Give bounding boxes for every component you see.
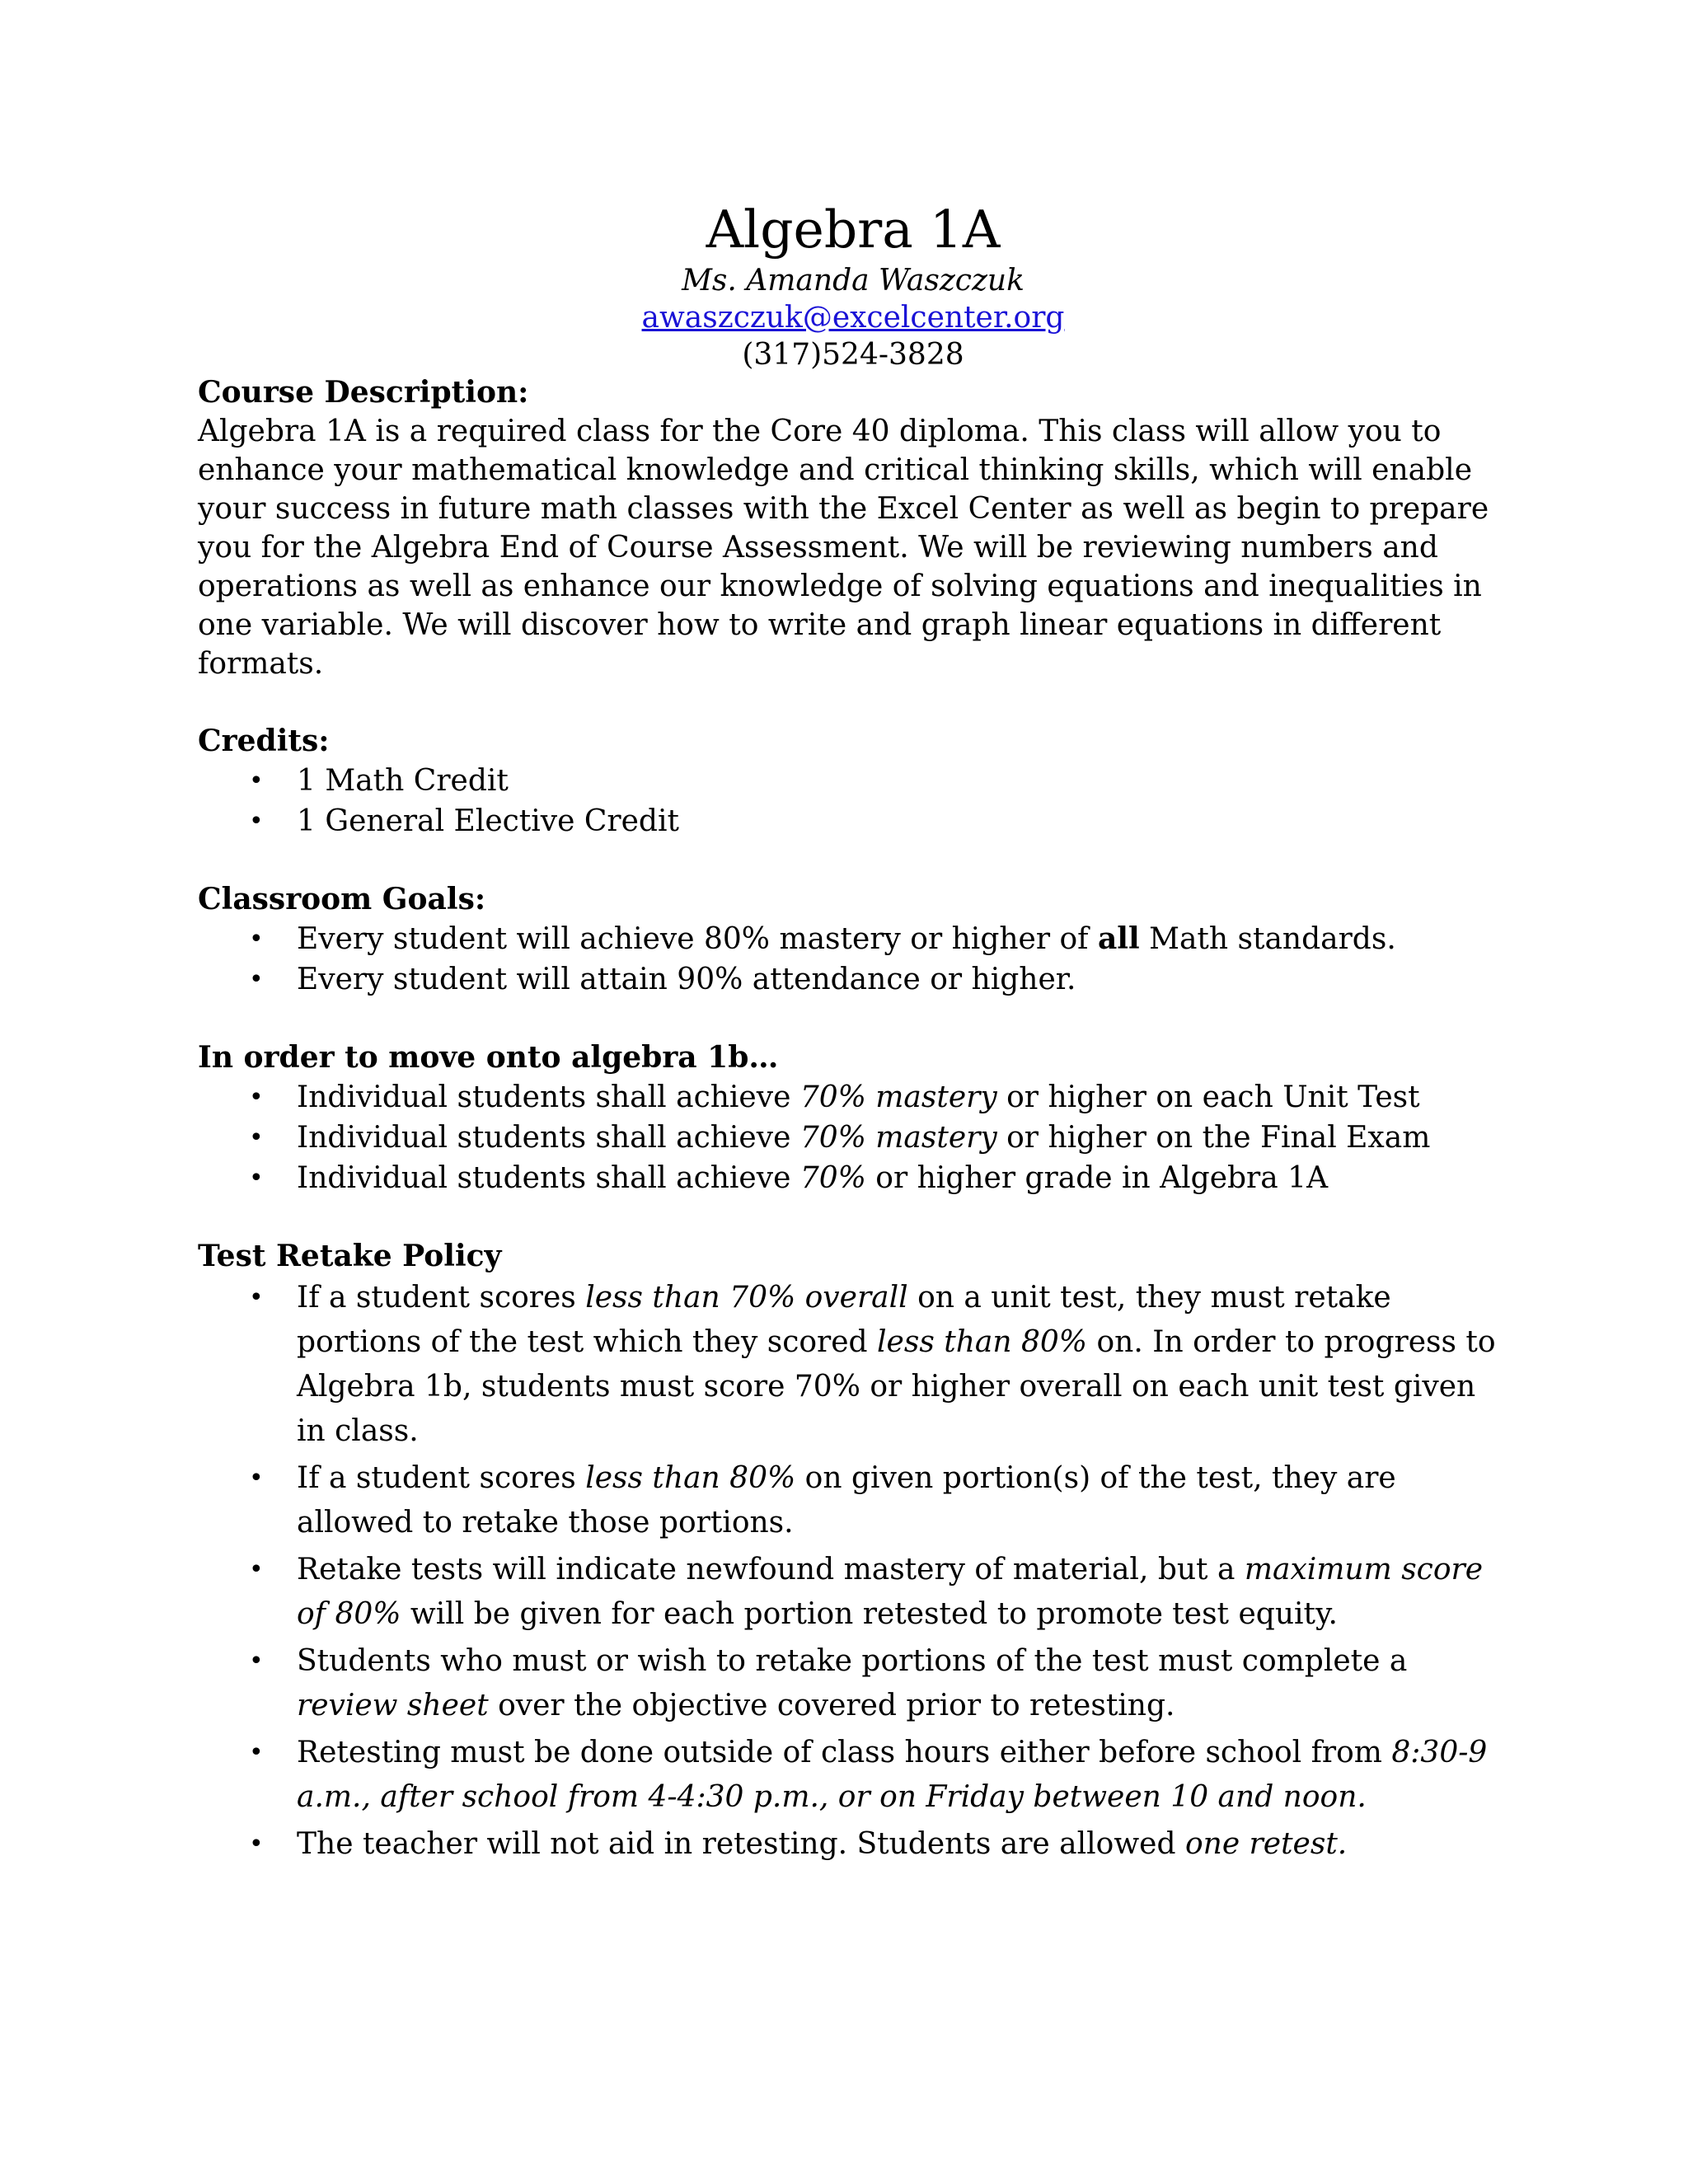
bullet-icon: •	[249, 1164, 264, 1193]
test-retake-policy-list	[198, 1276, 1508, 1867]
list-item: • Individual students shall achieve 70% mastery or higher on each Unit Test	[198, 1077, 1508, 1118]
bullet-icon: •	[249, 1464, 264, 1493]
document-page	[198, 198, 1508, 1869]
list-item: • Every student will attain 90% attendance or higher.	[198, 959, 1508, 1000]
test-retake-policy-section	[198, 1237, 1508, 1867]
move-on-list	[198, 1077, 1508, 1198]
list-item: • Individual students shall achieve 70% mastery or higher on the Final Exam	[198, 1118, 1508, 1158]
bullet-icon: •	[249, 1738, 264, 1767]
list-item: • Individual students shall achieve 70% or higher grade in Algebra 1A	[198, 1158, 1508, 1198]
move-on-heading: In order to move onto algebra 1b…	[198, 1040, 779, 1075]
course-description-section	[198, 373, 1508, 683]
list-item: • The teacher will not aid in retesting. Students are allowed one retest.	[198, 1822, 1508, 1867]
bullet-icon: •	[249, 807, 264, 836]
teacher-phone: (317)524-3828	[742, 338, 964, 372]
bullet-icon: •	[249, 766, 264, 795]
teacher-name: Ms. Amanda Waszczuk	[682, 264, 1025, 298]
list-item: • 1 General Elective Credit	[198, 801, 1508, 841]
credits-heading: Credits:	[198, 724, 330, 758]
bullet-icon: •	[249, 925, 264, 954]
bullet-icon: •	[249, 1283, 264, 1312]
list-item: • Students who must or wish to retake portions of the test must complete a review sheet over the objective covered prior to retesting.	[198, 1639, 1508, 1728]
list-item: • Retesting must be done outside of class hours either before school from 8:30-9 a.m., after school from 4-4:30 p.m., or on Friday between 10 and noon.	[198, 1731, 1508, 1820]
teacher-email-link[interactable]: awaszczuk@excelcenter.org	[641, 301, 1065, 335]
bullet-icon: •	[249, 1830, 264, 1858]
test-retake-policy-heading: Test Retake Policy	[198, 1239, 502, 1273]
bullet-icon: •	[249, 1083, 264, 1112]
move-on-section	[198, 1038, 1508, 1198]
bullet-icon: •	[249, 1647, 264, 1675]
credits-list	[198, 761, 1508, 841]
list-item: • Every student will achieve 80% mastery or higher of all Math standards.	[198, 919, 1508, 959]
course-description-text: Algebra 1A is a required class for the Core 40 diploma. This class will allow you to enhance your mathematical knowledge and critical thinking skills, which will enable your success in future math classes with the Excel Center as well as begin to prepare you for the Algebra End of Course Assessment. We will be reviewing numbers and operations as well as enhance our knowledge of solving equations and inequalities in one variable. We will discover how to write and graph linear equations in different formats.	[198, 415, 1489, 681]
document-header	[198, 198, 1508, 373]
page-title: Algebra 1A	[706, 199, 1001, 260]
course-description-heading: Course Description:	[198, 375, 529, 410]
bullet-icon: •	[249, 965, 264, 994]
list-item: • If a student scores less than 80% on given portion(s) of the test, they are allowed to retake those portions.	[198, 1456, 1508, 1545]
classroom-goals-list	[198, 919, 1508, 1000]
bullet-icon: •	[249, 1123, 264, 1152]
credits-section	[198, 722, 1508, 841]
bullet-icon: •	[249, 1555, 264, 1584]
list-item: • 1 Math Credit	[198, 761, 1508, 801]
classroom-goals-heading: Classroom Goals:	[198, 882, 486, 916]
list-item: • If a student scores less than 70% overall on a unit test, they must retake portions of the test which they scored less than 80% on. In order to progress to Algebra 1b, students must score 70% or higher overall on each unit test given in class.	[198, 1276, 1508, 1454]
list-item: • Retake tests will indicate newfound mastery of material, but a maximum score of 80% will be given for each portion retested to promote test equity.	[198, 1548, 1508, 1637]
classroom-goals-section	[198, 880, 1508, 1000]
